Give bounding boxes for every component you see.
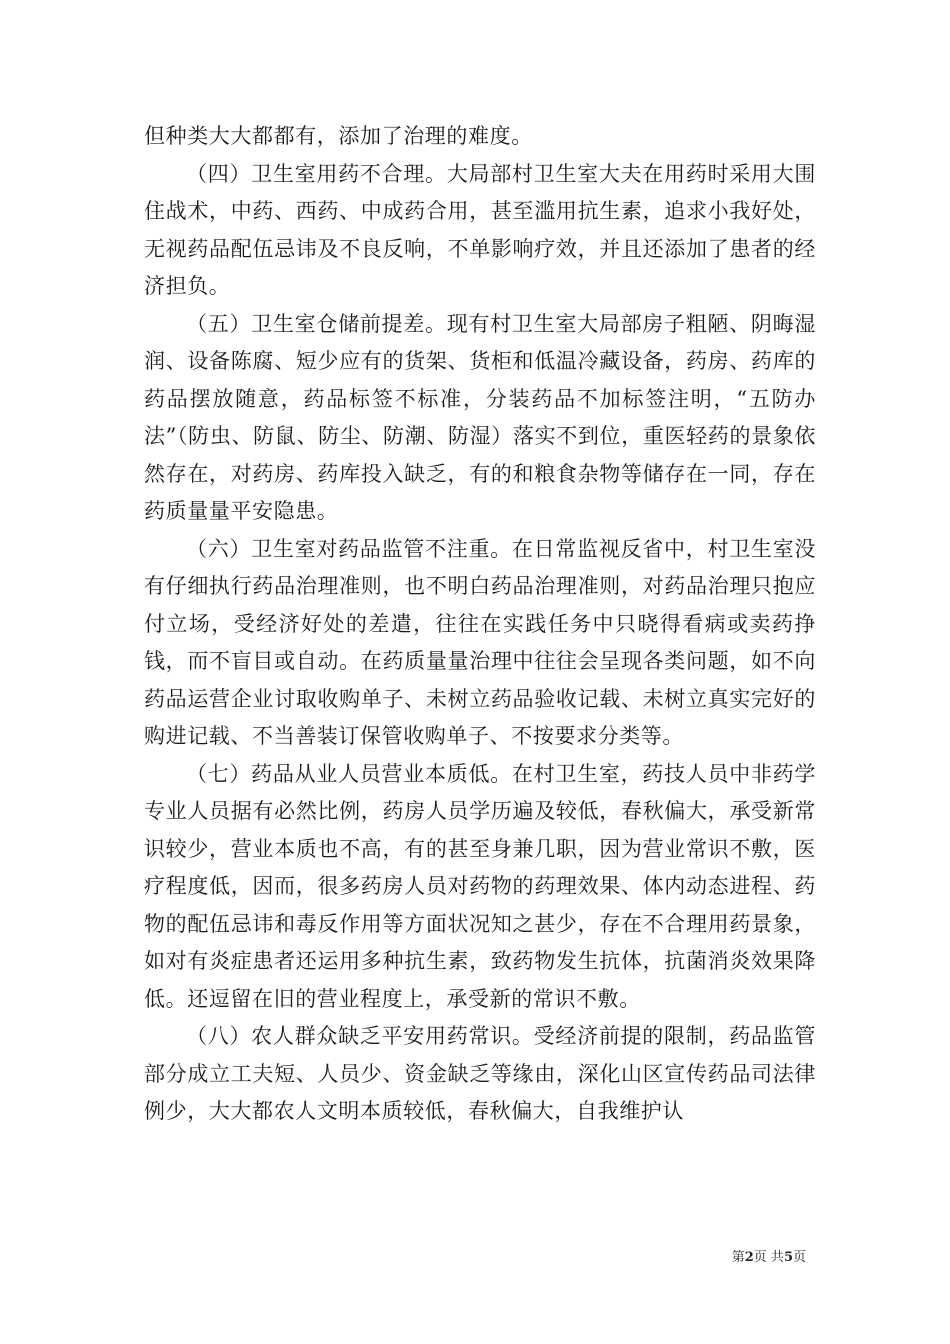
paragraph-section-5: （五）卫生室仓储前提差。现有村卫生室大局部房子粗陋、阴晦湿润、设备陈腐、短少应有的货架、货柜和低温冷藏设备，药房、药库的药品摆放随意，药品标签不标准，分装药品不加标签注明，“五防办法”（防虫、防鼠、防尘、防潮、防湿）落实不到位，重医轻药的景象依然存在，对药房、药库投入缺乏，有的和粮食杂物等储存在一同，存在药质量量平安隐患。 [144,311,816,523]
footer-prefix: 第 [731,1250,745,1265]
current-page-number: 2 [744,1250,754,1265]
total-pages-number: 5 [783,1250,793,1265]
paragraph-section-8: （八）农人群众缺乏平安用药常识。受经济前提的限制，药品监管部分成立工夫短、人员少、资金缺乏等缘由，深化山区宣传药品司法律例少，大大都农人文明本质较低，春秋偏大，自我维护认 [144,1024,816,1123]
paragraph-continuation: 但种类大大都都有，添加了治理的难度。 [144,124,533,148]
paragraph-section-4: （四）卫生室用药不合理。大局部村卫生室大夫在用药时采用大围住战术，中药、西药、中成药合用，甚至滥用抗生素，追求小我好处，无视药品配伍忌讳及不良反响，不单影响疗效，并且还添加了患者的经济担负。 [144,161,816,298]
paragraph-section-6: （六）卫生室对药品监管不注重。在日常监视反省中，村卫生室没有仔细执行药品治理准则，也不明白药品治理准则，对药品治理只抱应付立场，受经济好处的差遣，往往在实践任务中只晓得看病或卖药挣钱，而不盲目或自动。在药质量量治理中往往会呈现各类问题，如不向药品运营企业讨取收购单子、未树立药品验收记载、未树立真实完好的购进记载、不当善装订保管收购单子、不按要求分类等。 [144,536,816,748]
footer-suffix: 页 [792,1250,806,1265]
footer-middle: 页 共 [753,1250,784,1265]
page-number-footer [732,1246,806,1265]
paragraph-section-7: （七）药品从业人员营业本质低。在村卫生室，药技人员中非药学专业人员据有必然比例，药房人员学历遍及较低，春秋偏大，承受新常识较少，营业本质也不高，有的甚至身兼几职，因为营业常识不敷，医疗程度低，因而，很多药房人员对药物的药理效果、体内动态进程、药物的配伍忌讳和毒反作用等方面状况知之甚少，存在不合理用药景象，如对有炎症患者还运用多种抗生素，致药物发生抗体，抗菌消炎效果降低。还逗留在旧的营业程度上，承受新的常识不敷。 [144,761,816,1011]
document-body [144,118,816,1131]
